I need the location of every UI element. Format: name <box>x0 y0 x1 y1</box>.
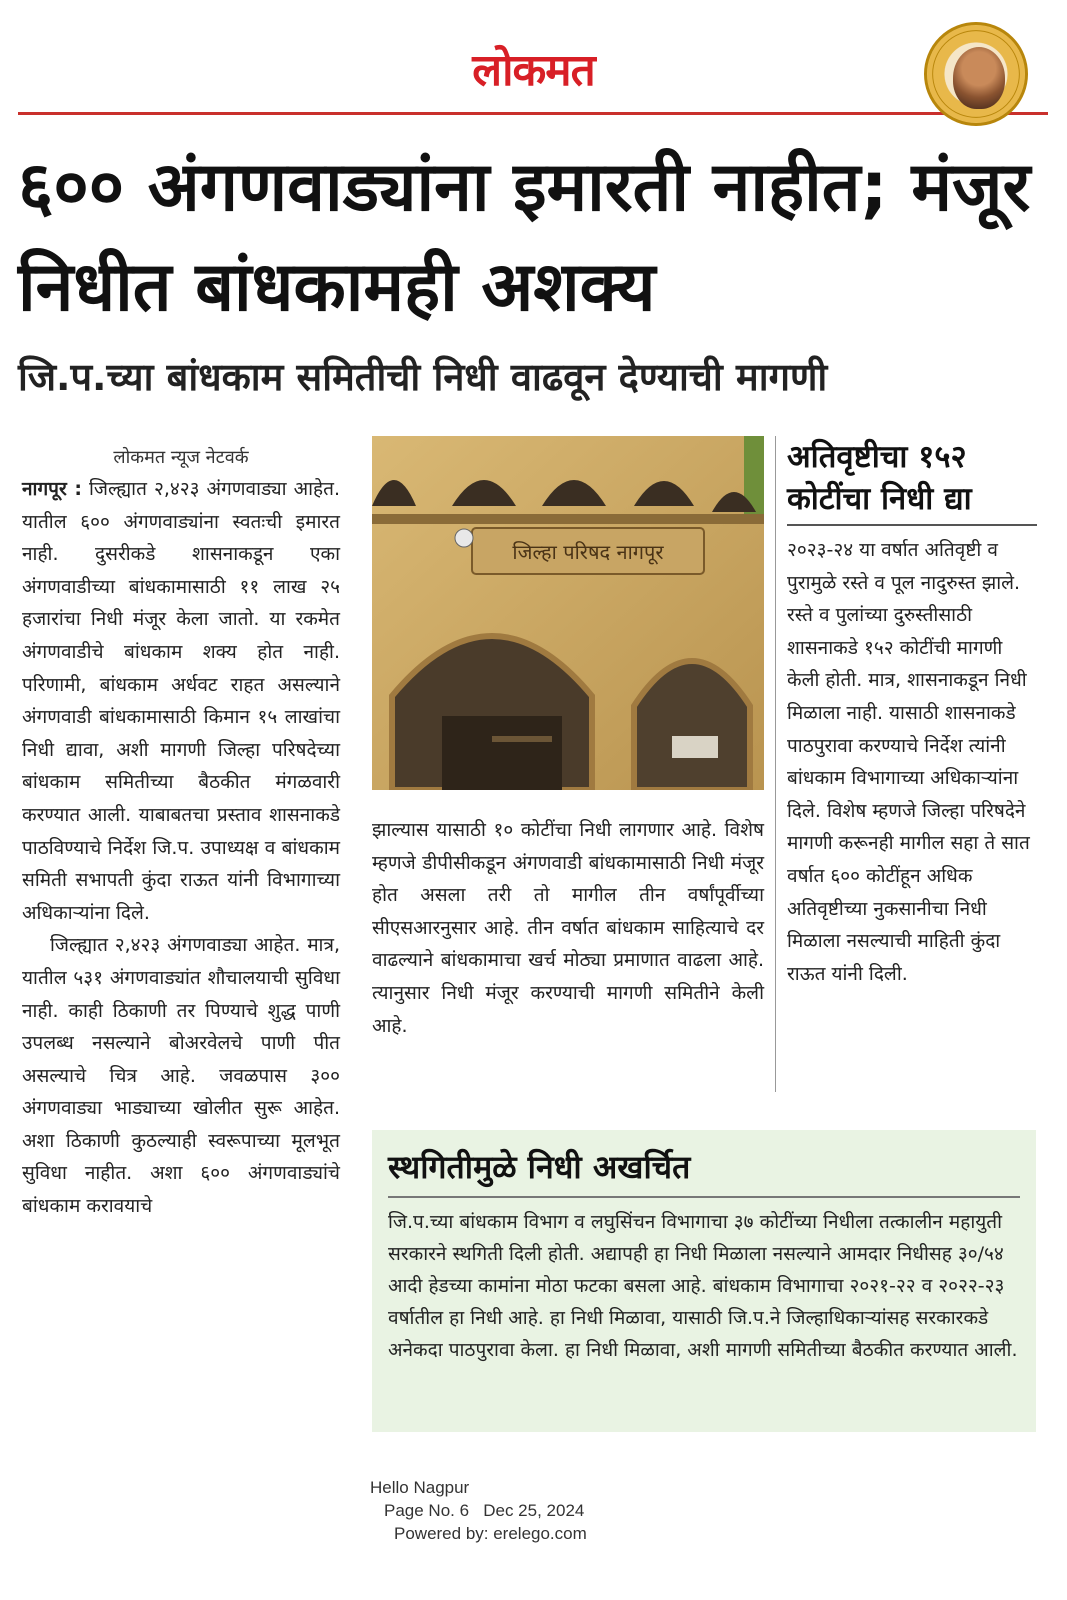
body-text: जिल्ह्यात २,४२३ अंगणवाड्या आहेत. यातील ६०० अंगणवाड्यांना स्वतःची इमारत नाही. दुसरीकडे शासनाकडून एका अंगणवाडीच्या बांधकामासाठी ११ लाख २५ हजारांचा निधी मंजूर केला जातो. या रकमेत अंगणवाडीचे बांधकाम शक्य होत नाही. परिणामी, बांधकाम अर्धवट राहत असल्याने अंगणवाडी बांधकामासाठी किमान १५ लाखांचा निधी द्यावा, अशी मागणी जिल्हा परिषदेच्या बांधकाम समितीच्या बैठकीत मंगळवारी करण्यात आली. याबाबतचा प्रस्ताव शासनाकडे पाठविण्याचे निर्देश जि.प. उपाध्यक्ष व बांधकाम समिती सभापती कुंदा राऊत यांनी विभागाच्या अधिकाऱ्यांना दिले. <box>22 478 340 924</box>
newspaper-logo: लोकमत <box>472 45 595 96</box>
article-subheadline: जि.प.च्या बांधकाम समितीची निधी वाढवून देण्याची मागणी <box>18 355 828 399</box>
dateline: नागपूर : <box>22 478 82 500</box>
profile-badge-image <box>924 22 1028 126</box>
article-paragraph: जिल्ह्यात २,४२३ अंगणवाड्या आहेत. मात्र, यातील ५३१ अंगणवाड्यांत शौचालयाची सुविधा नाही. काही ठिकाणी तर पिण्याचे शुद्ध पाणी उपलब्ध नसल्याने बोअरवेलचे पाणी पीत असल्याचे चित्र आहे. जवळपास ३०० अंगणवाड्या भाड्याच्या खोलीत सुरू आहेत. अशा ठिकाणी कुठल्याही स्वरूपाच्या मूलभूत सुविधा नाहीत. अशा ६०० अंगणवाड्यांचे बांधकाम करावयाचे <box>22 934 340 1218</box>
boxed-story-divider <box>388 1196 1020 1198</box>
masthead-divider <box>18 112 1048 115</box>
footer-edition: Hello Nagpur <box>370 1478 470 1497</box>
sidebar-heading: अतिवृष्टीचा १५२ कोटींचा निधी द्या <box>787 439 972 517</box>
footer-credit: Powered by: erelego.com <box>394 1524 587 1543</box>
article-paragraph: झाल्यास यासाठी १० कोटींचा निधी लागणार आहे. विशेष म्हणजे डीपीसीकडून अंगणवाडी बांधकामासाठी निधी मंजूर होत असला तरी तो मागील तीन वर्षांपूर्वीच्या सीएसआरनुसार आहे. तीन वर्षात बांधकाम साहित्याचे दर वाढल्याने बांधकामाचा खर्च मोठ्या प्रमाणात वाढला आहे. त्यानुसार निधी मंजूर करण्याची मागणी समितीने केली आहे. <box>372 819 764 1037</box>
article-paragraph <box>22 473 340 929</box>
article-photo <box>372 436 764 790</box>
sidebar-divider <box>787 524 1037 526</box>
page-footer <box>370 1476 670 1545</box>
masthead <box>0 38 1067 98</box>
article-column-middle <box>372 814 764 1042</box>
photo-sign-text: जिल्हा परिषद नागपूर <box>512 540 664 564</box>
article-column-left <box>22 443 340 1223</box>
column-divider <box>775 436 776 1092</box>
boxed-story <box>372 1130 1036 1432</box>
sidebar-body: २०२३-२४ या वर्षात अतिवृष्टी व पुरामुळे रस्ते व पूल नादुरुस्त झाले. रस्ते व पुलांच्या दुरुस्तीसाठी शासनाकडे १५२ कोटींची मागणी केली होती. मात्र, शासनाकडून निधी मिळाला नाही. यासाठी शासनाकडे पाठपुरावा करण्याचे निर्देश त्यांनी बांधकाम विभागाच्या अधिकाऱ्यांना दिले. विशेष म्हणजे जिल्हा परिषदेने मागणी करूनही मागील सहा ते सात वर्षात ६०० कोटींहून अधिक अतिवृष्टीच्या नुकसानीचा निधी मिळाला नसल्याची माहिती कुंदा राऊत यांनी दिली. <box>787 539 1030 985</box>
boxed-story-body: जि.प.च्या बांधकाम विभाग व लघुसिंचन विभागाचा ३७ कोटींच्या निधीला तत्कालीन महायुती सरकारने स्थगिती दिली होती. अद्यापही हा निधी मिळाला नसल्याने आमदार निधीसह ३०/५४ आदी हेडच्या कामांना मोठा फटका बसला आहे. बांधकाम विभागाचा २०२१-२२ व २०२२-२३ वर्षातील हा निधी आहे. हा निधी मिळावा, यासाठी जि.प.ने जिल्हाधिकाऱ्यांसह सरकारकडे अनेकदा पाठपुरावा केला. हा निधी मिळावा, अशी मागणी समितीच्या बैठकीत करण्यात आली. <box>388 1211 1018 1361</box>
building-illustration <box>372 436 764 790</box>
sidebar-story <box>787 436 1037 990</box>
article-headline: ६०० अंगणवाड्यांना इमारती नाहीत; मंजूर निधीत बांधकामही अशक्य <box>18 148 1031 327</box>
portrait <box>953 47 1005 109</box>
boxed-story-heading: स्थगितीमुळे निधी अखर्चित <box>388 1148 691 1186</box>
byline: लोकमत न्यूज नेटवर्क <box>113 447 249 468</box>
footer-page-date: Page No. 6 Dec 25, 2024 <box>384 1501 585 1520</box>
